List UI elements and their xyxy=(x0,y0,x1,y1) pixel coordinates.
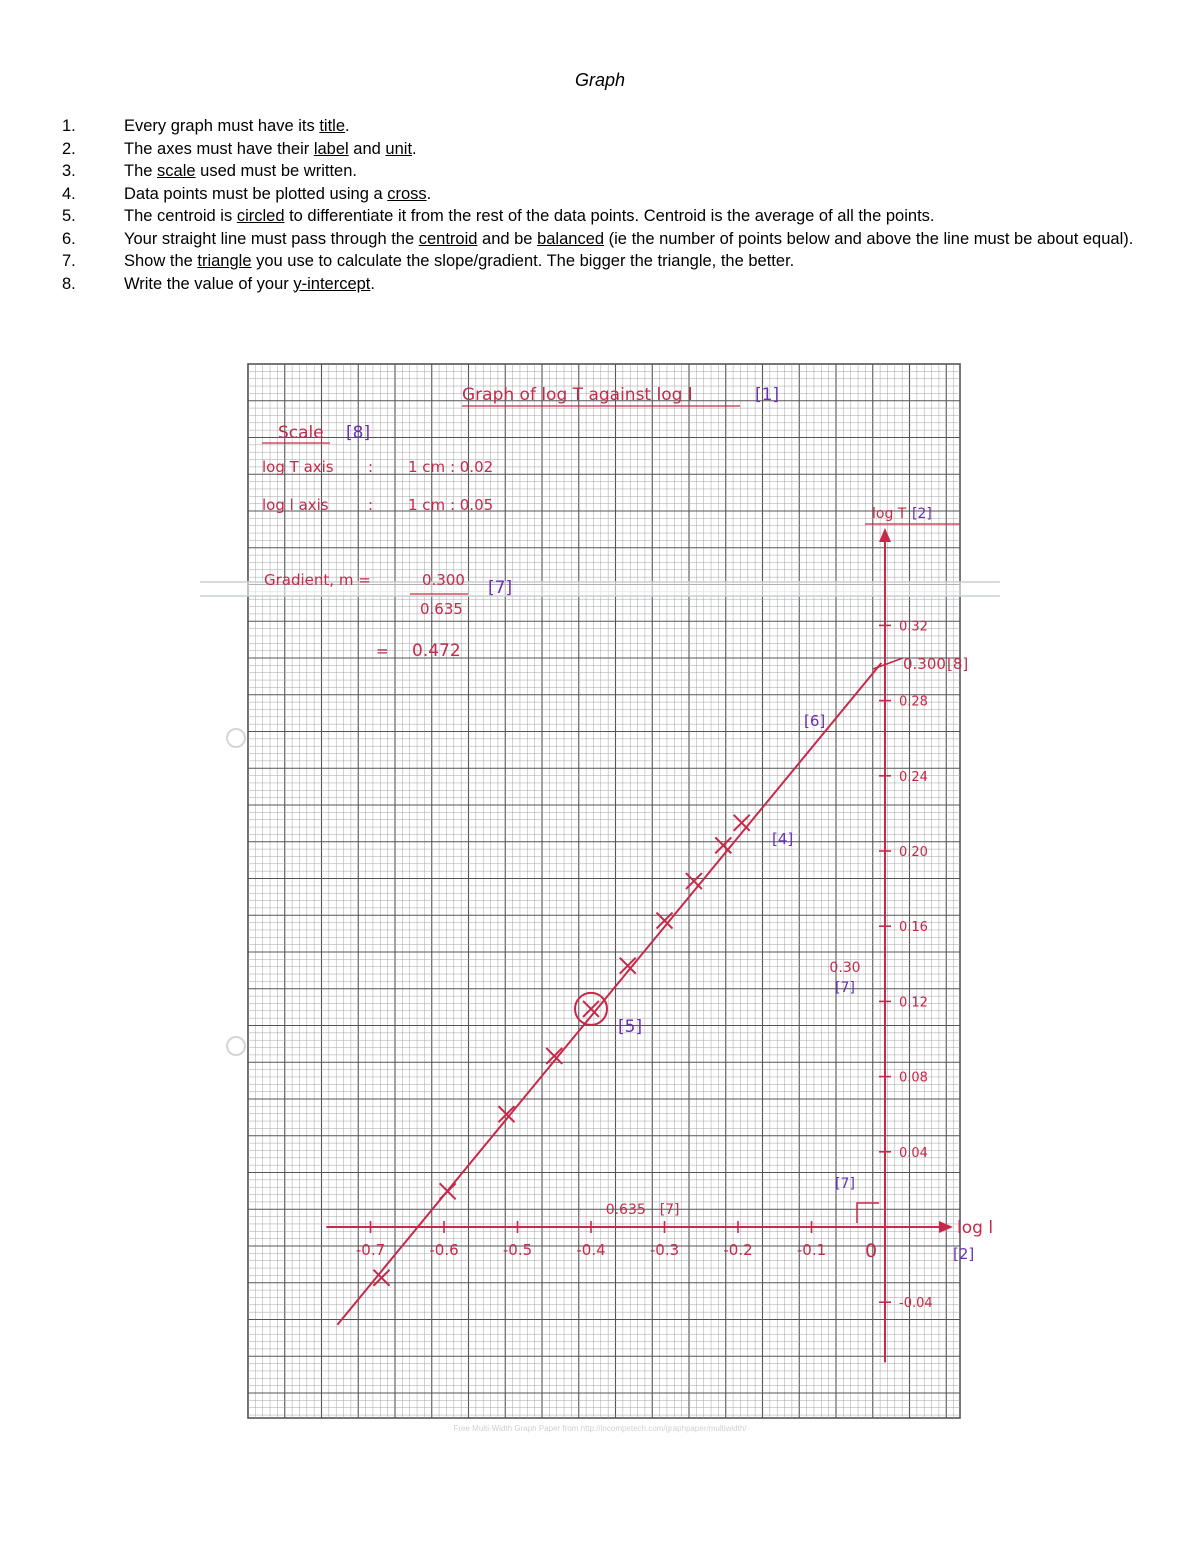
rule-text: The centroid is xyxy=(124,207,237,225)
gradient-result: 0.472 xyxy=(412,641,461,661)
gradient-numerator: 0.300 xyxy=(422,571,465,589)
scale-heading: Scale xyxy=(278,423,324,443)
binder-hole xyxy=(227,1037,245,1055)
grid-border xyxy=(248,364,960,1418)
scale-mark: [8] xyxy=(346,423,371,443)
y-axis-label: log T xyxy=(872,506,907,522)
rule-text: The xyxy=(124,162,158,180)
points-mark: [4] xyxy=(772,830,794,848)
right-angle-label: [7] xyxy=(835,1176,855,1192)
rise-mark: [7] xyxy=(835,980,855,996)
rule-text: Data points must be plotted using a xyxy=(124,184,388,203)
scale-y-axis-label: log T axis xyxy=(262,458,334,476)
rule-keyword: centroid xyxy=(418,229,478,248)
rule-keyword: triangle xyxy=(197,252,252,270)
rule-keyword: title xyxy=(319,117,346,135)
graph-sheet xyxy=(200,350,1000,1440)
x-tick-label: -0.6 xyxy=(429,1241,459,1259)
x-tick-label: -0.2 xyxy=(723,1241,753,1259)
y-tick-label: 0.12 xyxy=(899,995,928,1011)
rule-item xyxy=(62,228,1142,251)
scale-colon: : xyxy=(368,458,374,476)
scale-x-axis-value: 1 cm : 0.05 xyxy=(408,496,494,514)
origin-label: 0 xyxy=(864,1240,878,1262)
run-mark: [7] xyxy=(659,1202,680,1218)
x-axis-label: log l xyxy=(957,1218,994,1238)
rule-text: Your straight line must pass through the xyxy=(124,229,419,248)
rule-number: 2. xyxy=(62,139,76,158)
rise-label: 0.30 xyxy=(829,960,861,976)
rule-text: . xyxy=(412,139,417,158)
page-title: Graph xyxy=(574,70,626,90)
rule-text: to differentiate it from the rest of the data points. Centroid is the average of all the points. xyxy=(284,207,935,225)
y-tick-label: 0.04 xyxy=(899,1145,928,1161)
rule-text: used must be written. xyxy=(195,162,357,180)
run-label: 0.635 xyxy=(605,1202,646,1218)
x-tick-label: -0.4 xyxy=(576,1241,606,1259)
x-tick-label: -0.7 xyxy=(355,1241,386,1259)
intercept-mark: [8] xyxy=(947,655,969,673)
rule-text: . xyxy=(370,274,375,293)
rule-item xyxy=(62,250,1142,273)
footer-note: Free Multi-Width Graph Paper from http://incompetech.com/graphpaper/multiwidth/ xyxy=(453,1424,747,1433)
rule-text: and xyxy=(348,139,386,158)
scale-x-axis-label: log l axis xyxy=(262,496,329,514)
rule-item xyxy=(62,205,1142,228)
gradient-denominator: 0.635 xyxy=(420,600,463,618)
rule-number: 7. xyxy=(62,252,76,270)
intercept-label: 0.300 xyxy=(903,655,946,673)
rule-text: and be xyxy=(477,229,538,248)
rule-text: Every graph must have its xyxy=(124,117,320,135)
rule-keyword: cross xyxy=(387,184,427,203)
rule-text: . xyxy=(426,184,432,203)
y-tick-label: 0.28 xyxy=(899,694,928,710)
x-tick-label: -0.1 xyxy=(796,1241,827,1259)
binder-hole xyxy=(227,729,245,747)
gradient-mark: [7] xyxy=(488,578,513,598)
rule-text: Write the value of your xyxy=(124,274,294,293)
rule-number: 1. xyxy=(62,117,76,135)
x-axis-label-mark: [2] xyxy=(953,1245,975,1263)
y-axis-label-mark: [2] xyxy=(912,506,932,522)
rule-item xyxy=(62,115,1142,138)
rule-keyword: balanced xyxy=(537,229,605,248)
rule-text: you use to calculate the slope/gradient. The bigger the triangle, the better. xyxy=(251,252,795,270)
rule-keyword: circled xyxy=(236,207,285,225)
rule-number: 3. xyxy=(62,162,76,180)
x-tick-label: -0.3 xyxy=(649,1241,680,1259)
rule-number: 8. xyxy=(62,274,76,293)
rule-keyword: label xyxy=(313,139,349,158)
y-tick-label: 0.20 xyxy=(899,845,928,860)
rule-keyword: y-intercept xyxy=(293,274,371,293)
y-tick-label: 0.08 xyxy=(899,1070,928,1086)
rule-text: Show the xyxy=(124,252,198,270)
centroid-mark: [5] xyxy=(618,1017,643,1037)
rule-keyword: unit xyxy=(385,139,413,158)
x-tick-label: -0.5 xyxy=(502,1241,533,1259)
chart-title: Graph of log T against log l xyxy=(462,385,693,405)
graph-svg xyxy=(200,350,1000,1440)
rule-number: 4. xyxy=(62,184,76,203)
rule-item xyxy=(62,160,1142,183)
gradient-result-prefix: = xyxy=(376,642,389,660)
rule-text: The axes must have their xyxy=(124,139,314,158)
y-tick-label: 0.16 xyxy=(899,920,928,936)
rule-number: 6. xyxy=(62,229,76,248)
y-tick-label: 0.32 xyxy=(899,619,928,635)
graph-paper-grid xyxy=(200,364,1000,1418)
y-tick-label: -0.04 xyxy=(899,1296,933,1312)
rule-item xyxy=(62,273,1142,296)
gradient-label: Gradient, m = xyxy=(264,571,371,589)
rule-number: 5. xyxy=(62,207,76,225)
scale-y-axis-value: 1 cm : 0.02 xyxy=(408,458,494,476)
y-tick-label: 0.24 xyxy=(899,769,928,785)
rule-item xyxy=(62,138,1142,161)
scale-colon: : xyxy=(368,496,374,514)
line-mark: [6] xyxy=(804,712,826,730)
rule-keyword: scale xyxy=(157,162,196,180)
rule-text: (ie the number of points below and above the line must be about equal). xyxy=(604,229,1134,248)
rule-item xyxy=(62,183,1142,206)
chart-title-mark: [1] xyxy=(755,385,780,405)
rules-list xyxy=(62,115,1142,295)
rule-text: . xyxy=(345,117,350,135)
